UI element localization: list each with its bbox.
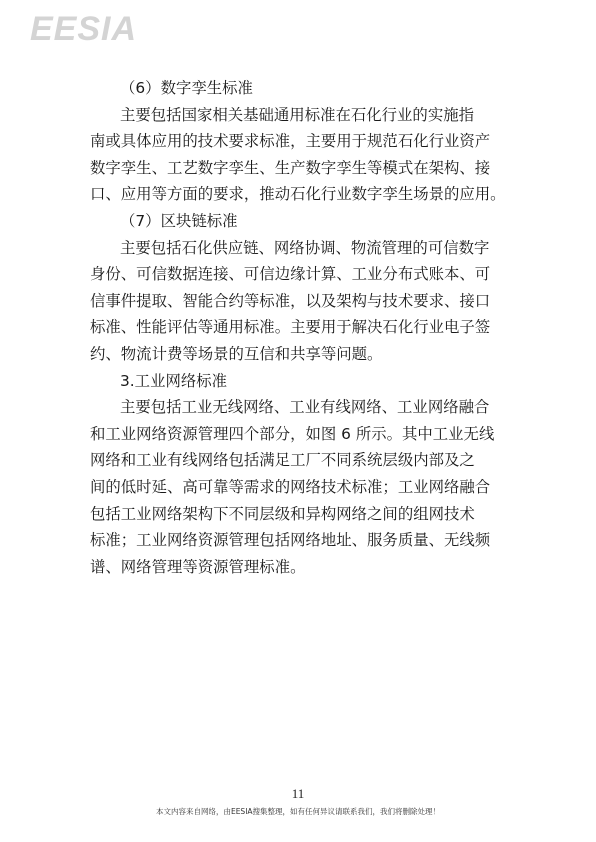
paragraph-line: 主要包括工业无线网络、工业有线网络、工业网络融合 (120, 398, 490, 417)
paragraph-line: 数字孪生、工艺数字孪生、生产数字孪生等模式在架构、接 (90, 158, 491, 177)
paragraph-line: 网络和工业有线网络包括满足工厂不同系统层级内部及之 (90, 451, 475, 470)
paragraph-line: 主要包括石化供应链、网络协调、物流管理的可信数字 (120, 238, 490, 257)
section-heading-blockchain: （7）区块链标准 (120, 211, 238, 230)
page-number: 11 (291, 786, 305, 801)
paragraph-line: 和工业网络资源管理四个部分，如图 6 所示。其中工业无线 (90, 424, 495, 443)
paragraph-line: 信事件提取、智能合约等标准，以及架构与技术要求、接口 (90, 291, 491, 310)
paragraph-line: 标准、性能评估等通用标准。主要用于解决石化行业电子签 (90, 318, 491, 337)
document-body (90, 75, 510, 580)
paragraph-line: 主要包括国家相关基础通用标准在石化行业的实施指 (120, 105, 474, 124)
paragraph-line: 南或具体应用的技术要求标准，主要用于规范石化行业资产 (90, 132, 491, 151)
paragraph-line: 身份、可信数据连接、可信边缘计算、工业分布式账本、可 (90, 265, 491, 284)
paragraph-line: 标准；工业网络资源管理包括网络地址、服务质量、无线频 (90, 531, 491, 550)
section-heading-industrial-network: 3.工业网络标准 (120, 371, 228, 390)
eesia-logo: EESIA (30, 10, 138, 48)
paragraph-line: 谱、网络管理等资源管理标准。 (90, 557, 306, 576)
paragraph-line: 包括工业网络架构下不同层级和异构网络之间的组网技术 (90, 504, 475, 523)
footer-disclaimer: 本文内容来自网络，由EESIA搜集整理，如有任何异议请联系我们，我们将删除处理！ (155, 807, 441, 816)
paragraph-line: 约、物流计费等场景的互信和共享等问题。 (90, 344, 383, 363)
section-heading-digital-twin: （6）数字孪生标准 (120, 79, 253, 97)
paragraph-line: 口、应用等方面的要求，推动石化行业数字孪生场景的应用。 (90, 185, 506, 204)
paragraph-line: 间的低时延、高可靠等需求的网络技术标准；工业网络融合 (90, 477, 491, 496)
